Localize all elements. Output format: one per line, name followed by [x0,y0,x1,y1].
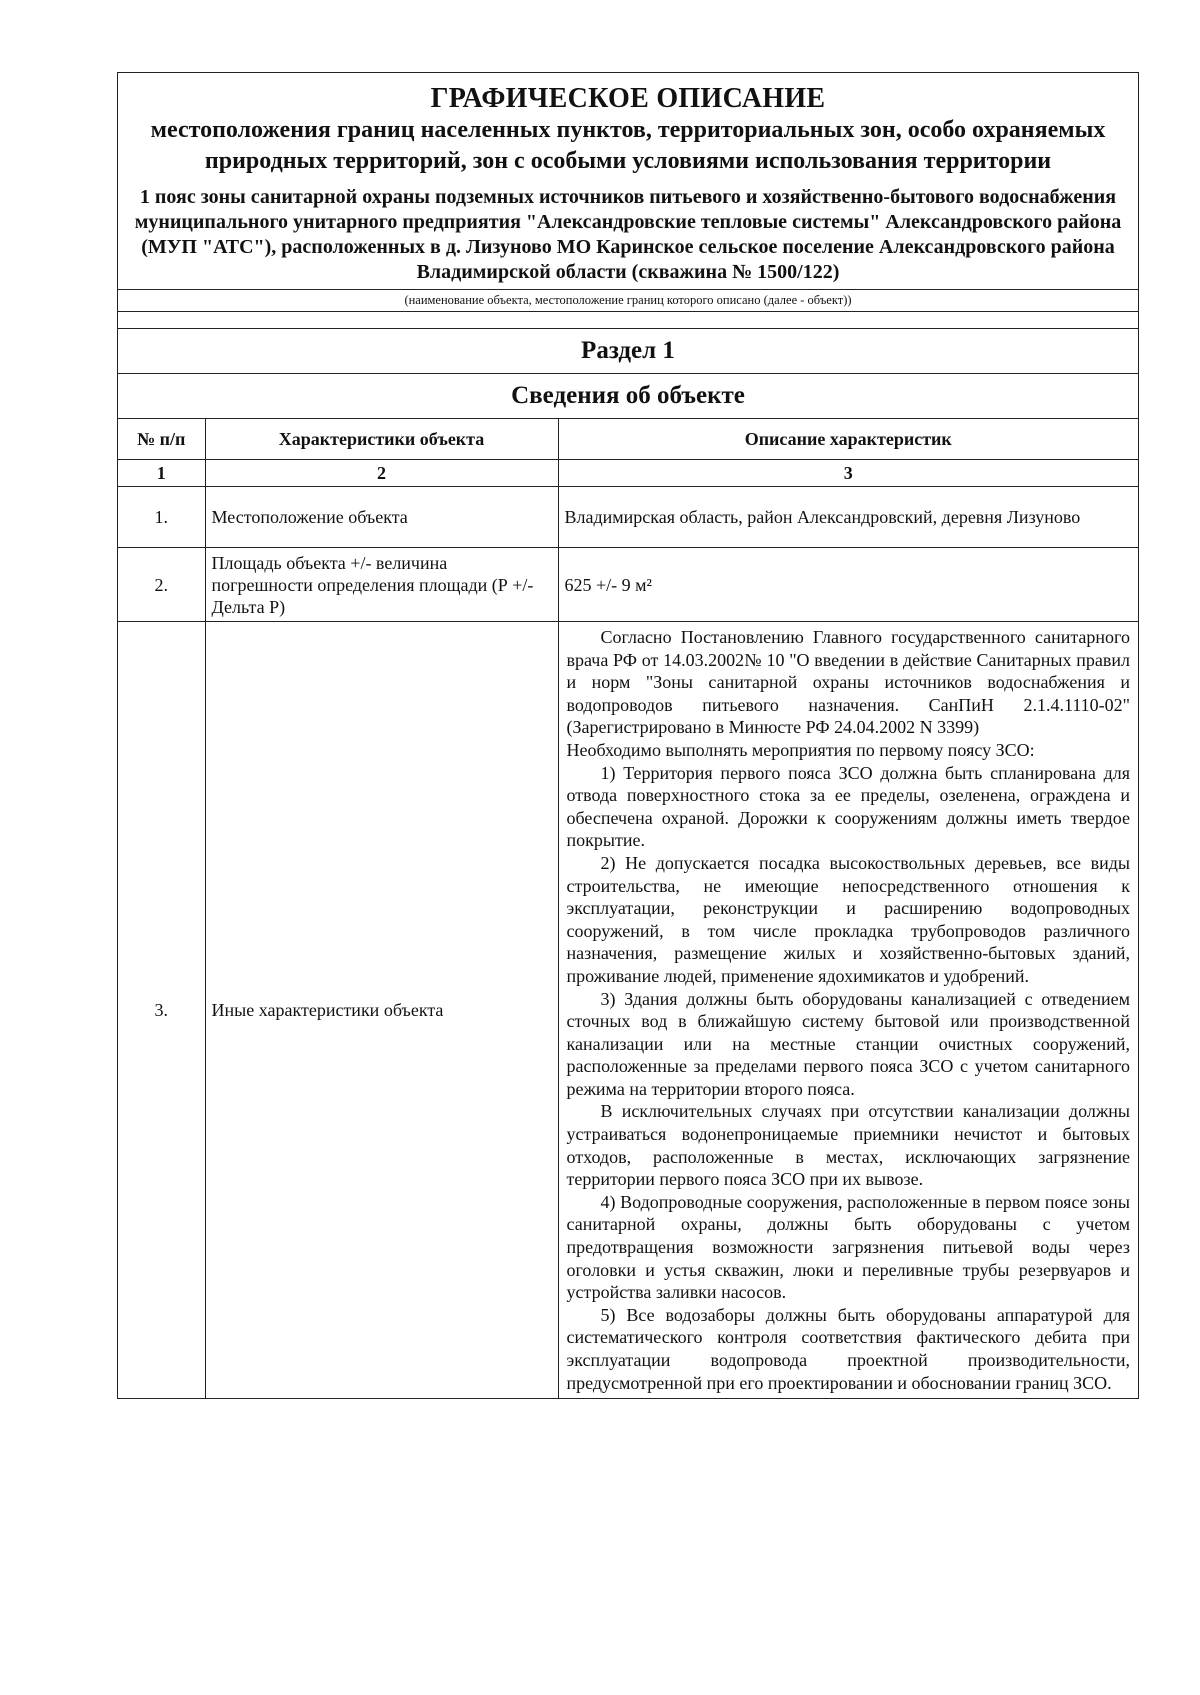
row-description: Владимирская область, район Александровский, деревня Лизуново [558,487,1138,548]
paragraph-item-2: 2) Не допускается посадка высокоствольных деревьев, все виды строительства, не имеющие непосредственного отношения к эксплуатации, реконструкции и расширению водопроводных сооружений, в том числе прокладка трубопроводов различного назначения, размещение жилых и хозяйственно-бытовых зданий, проживание людей, применение ядохимикатов и удобрений. [566,852,1130,986]
row-characteristic: Местоположение объекта [205,487,558,548]
document-title: ГРАФИЧЕСКОЕ ОПИСАНИЕ [430,83,826,114]
header-cell-description: Описание характеристик [558,419,1138,460]
paragraph-item-4: 4) Водопроводные сооружения, расположенные в первом поясе зоны санитарной охраны, должны быть оборудованы с учетом предотвращения возможности загрязнения питьевой воды через оголовки и устья скважин, люки и переливные трубы резервуаров и устройства заливки насосов. [566,1191,1130,1303]
paragraph-item-1: 1) Территория первого пояса ЗСО должна быть спланирована для отвода поверхностного стока за ее пределы, озеленена, ограждена и обеспечена охраной. Дорожки к сооружениям должны иметь твердое покрытие. [566,762,1130,851]
column-number-2: 2 [205,460,558,487]
table-header-row [118,419,1138,460]
row-number: 2. [118,548,205,622]
document-frame [117,72,1139,1399]
table-row [118,622,1138,1399]
object-name: 1 пояс зоны санитарной охраны подземных источников питьевого и хозяйственно-бытового водоснабжения муниципального унитарного предприятия "Александровские тепловые системы" Александровского района (МУП "АТС"), расположенных в д. Лизуново МО Каринское сельское поселение Александровского района Владимирской области (скважина № 1500/122) [134,186,1122,283]
row-number: 3. [118,622,205,1399]
row-characteristic: Иные характеристики объекта [205,622,558,1399]
row-description [558,622,1138,1399]
paragraph-item-5: 5) Все водозаборы должны быть оборудованы аппаратурой для систематического контроля соответствия фактического дебита при эксплуатации водопровода проектной производительности, предусмотренной при его проектировании и обосновании границ ЗСО. [566,1304,1130,1393]
spacer-row [118,311,1138,328]
column-number-row [118,460,1138,487]
column-number-3: 3 [558,460,1138,487]
header-cell-characteristic: Характеристики объекта [205,419,558,460]
document-subtitle: местоположения границ населенных пунктов, территориальных зон, особо охраняемых природных территорий, зон с особыми условиями использования территории [150,117,1106,174]
paragraph-regulation: Согласно Постановлению Главного государственного санитарного врача РФ от 14.03.2002№ 10 "О введении в действие Санитарных правил и норм "Зоны санитарной охраны источников водоснабжения и водопроводов питьевого назначения. СанПиН 2.1.4.1110-02" (Зарегистрировано в Минюсте РФ 24.04.2002 N 3399) [566,627,1130,738]
row-description: 625 +/- 9 м² [558,548,1138,622]
object-name-caption: (наименование объекта, местоположение границ которого описано (далее - объект)) [118,289,1138,311]
row-characteristic: Площадь объекта +/- величина погрешности определения площади (Р +/- Дельта Р) [205,548,558,622]
section-title: Раздел 1 [118,328,1138,373]
table-row [118,548,1138,622]
paragraph-intro: Необходимо выполнять мероприятия по первому поясу ЗСО: [566,739,1035,760]
row-number: 1. [118,487,205,548]
paragraph-item-3: 3) Здания должны быть оборудованы канализацией с отведением сточных вод в ближайшую систему бытовой или производственной канализации или на местные станции очистных сооружений, расположенные за пределами первого пояса ЗСО с учетом санитарного режима на территории второго пояса. [566,988,1130,1099]
document-header [118,73,1138,289]
header-cell-number: № п/п [118,419,205,460]
column-number-1: 1 [118,460,205,487]
object-info-table [118,418,1138,1398]
section-subtitle: Сведения об объекте [118,373,1138,418]
paragraph-exception: В исключительных случаях при отсутствии канализации должны устраиваться водонепроницаемые приемники нечистот и бытовых отходов, расположенные в местах, исключающих загрязнение территории первого пояса ЗСО при их вывозе. [566,1101,1130,1190]
table-row [118,487,1138,548]
